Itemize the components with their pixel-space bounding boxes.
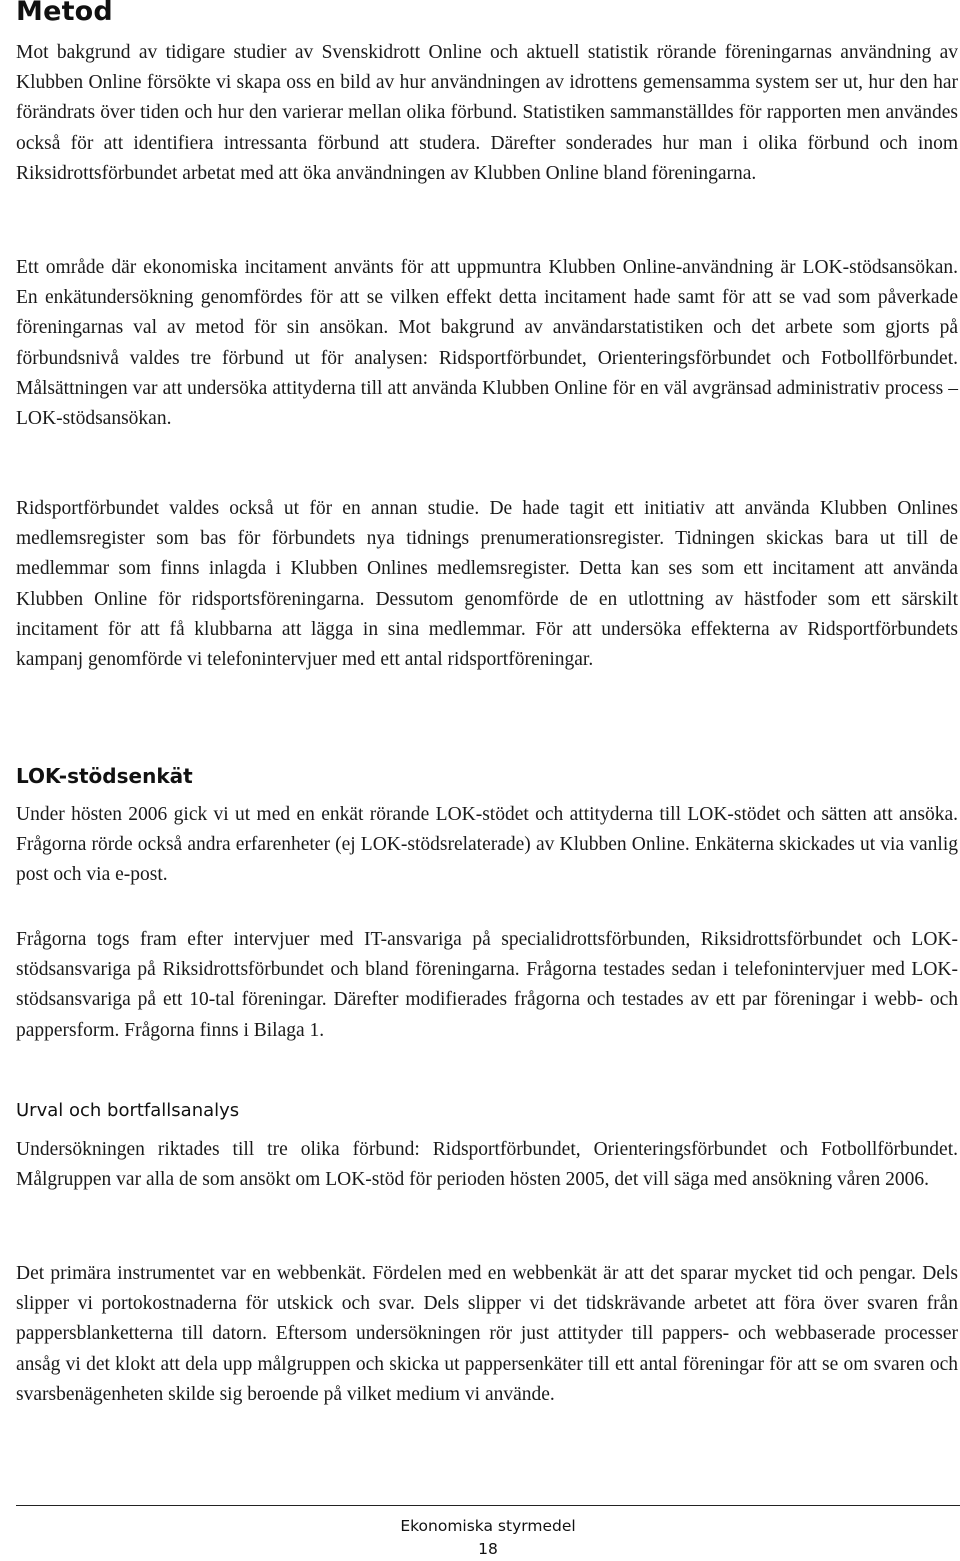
section-heading-urval: Urval och bortfallsanalys bbox=[16, 1100, 240, 1121]
footer-title: Ekonomiska styrmedel bbox=[400, 1517, 576, 1535]
paragraph-urval-2: Det primära instrumentet var en webbenkät. Fördelen med en webbenkät är att det sparar mycket tid och pengar. Dels slipper vi portokostnaderna för utskick och svar. Dels slipper vi det tidskrävande arbetet att föra över svaren från pappersblanketterna till datorn. Eftersom undersökningen rör just attityder till pappers- och webbaserade processer ansåg vi det klokt att dela upp målgruppen och skicka ut pappersenkäter till ett antal föreningar för att se om svaren och svarsbenägenheten skilde sig beroende på vilket medium vi använde. bbox=[16, 1263, 958, 1405]
section-heading-metod: Metod bbox=[16, 0, 113, 27]
section-heading-lok: LOK-stödsenkät bbox=[16, 764, 193, 788]
paragraph-metod-2: Ett område där ekonomiska incitament använts för att uppmuntra Klubben Online-användning är LOK-stödsansökan. En enkätundersökning genomfördes för att se vilken effekt detta incitament hade samt för att se vad som påverkade föreningarnas val av metod för sin ansökan. Mot bakgrund av användarstatistiken och det arbete som gjorts på förbundsnivå valdes tre förbund ut för analysen: Ridsportförbundet, Orienteringsförbundet och Fotbollförbundet. Målsättningen var att undersöka attityderna till att använda Klubben Online för en väl avgränsad administrativ process – LOK-stödsansökan. bbox=[16, 257, 958, 430]
page-number: 18 bbox=[478, 1540, 498, 1558]
paragraph-metod-3: Ridsportförbundet valdes också ut för en annan studie. De hade tagit ett initiativ att använda Klubben Onlines medlemsregister som bas för förbundets nya tidnings prenumerationsregister. Tidningen skickas bara ut till de medlemmar som finns inlagda i Klubben Onlines medlemsregister. Detta kan ses som ett incitament att använda Klubben Online för ridsportsföreningarna. Dessutom genomförde de en utlottning av hästfoder som ett särskilt incitament för att få klubbarna att lägga in sina medlemmar. För att undersöka effekterna av Ridsportförbundets kampanj genomförde vi telefonintervjuer med ett antal ridsportföreningar. bbox=[16, 498, 958, 671]
footer-divider bbox=[16, 1505, 960, 1506]
paragraph-metod-1: Mot bakgrund av tidigare studier av Svenskidrott Online och aktuell statistik rörande föreningarnas användning av Klubben Online försökte vi skapa oss en bild av hur användningen av idrottens gemensamma system ser ut, hur den har förändrats över tiden och hur den varierar mellan olika förbund. Statistiken sammanställdes för rapporten men användes också för att identifiera intressanta förbund att studera. Därefter sonderades hur man i olika förbund och inom Riksidrottsförbundet arbetat med att öka användningen av Klubben Online bland föreningarna. bbox=[16, 42, 958, 184]
paragraph-lok-2: Frågorna togs fram efter intervjuer med IT-ansvariga på specialidrottsförbunden, Riksidrottsförbundet och LOK-stödsansvariga på Riksidrottsförbundet och bland föreningarna. Frågorna testades sedan i telefonintervjuer med LOK-stödsansvariga på ett 10-tal föreningar. Därefter modifierades frågorna och testades av ett par föreningar i webb- och pappersform. Frågorna finns i Bilaga 1. bbox=[16, 929, 958, 1041]
paragraph-urval-1: Undersökningen riktades till tre olika förbund: Ridsportförbundet, Orienteringsförbundet och Fotbollförbundet. Målgruppen var alla de som ansökt om LOK-stöd för perioden hösten 2005, det vill säga med ansökning våren 2006. bbox=[16, 1139, 958, 1191]
paragraph-lok-1: Under hösten 2006 gick vi ut med en enkät rörande LOK-stödet och attityderna till LOK-stödet och sätten att ansöka. Frågorna rörde också andra erfarenheter (ej LOK-stödsrelaterade) av Klubben Online. Enkäterna skickades ut via vanlig post och via e-post. bbox=[16, 804, 958, 886]
